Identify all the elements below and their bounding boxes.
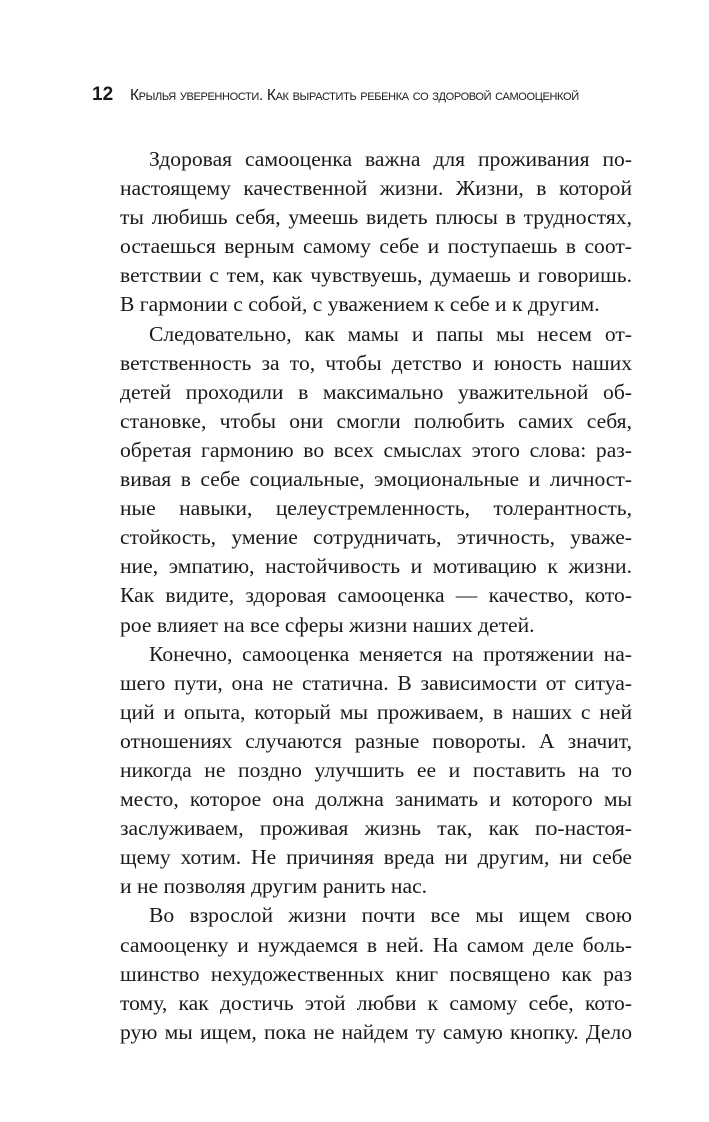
text-line: Следовательно, как мамы и папы мы несем от- [149,321,632,346]
text-line: обретая гармонию во всех смыслах этого слова: раз- [120,437,632,462]
book-title: Крылья уверенности. Как вырастить ребенка со здоровой самооценкой [130,87,579,104]
text-line: стойкость, умение сотрудничать, этичность, уваже- [120,525,632,550]
text-line: ветственность за то, чтобы детство и юность наших [120,350,632,375]
text-line: остаешься верным самому себе и поступаешь в соот- [120,234,632,259]
text-line: шего пути, она не статична. В зависимости от ситуа- [120,670,632,695]
paragraph-1 [120,145,632,320]
text-line: заслуживаем, проживая жизнь так, как по-настоя- [120,816,632,841]
text-line: рую мы ищем, пока не найдем ту самую кнопку. Дело [120,1019,632,1044]
text-line: детей проходили в максимально уважительной об- [120,379,632,404]
text-line: становке, чтобы они смогли полюбить самих себя, [120,408,632,433]
text-line: шинство нехудожественных книг посвящено как раз [120,961,632,986]
text-line: никогда не поздно улучшить ее и поставить на то [120,757,632,782]
text-line: Во взрослой жизни почти все мы ищем свою [149,903,632,928]
text-line: щему хотим. Не причиняя вреда ни другим, ни себе [120,845,632,870]
body-text [120,145,632,1047]
text-line: рое влияет на все сферы жизни наших детей. [120,612,535,637]
text-line: отношениях случаются разные повороты. А значит, [120,728,632,753]
text-line: В гармонии с собой, с уважением к себе и к другим. [120,292,600,317]
text-line: тому, как достичь этой любви к самому себе, кото- [120,990,632,1015]
text-line: и не позволяя другим ранить нас. [120,874,428,899]
running-head [92,84,632,114]
text-line: ветствии с тем, как чувствуешь, думаешь и говоришь. [120,263,632,288]
text-line: вивая в себе социальные, эмоциональные и личност- [120,467,632,492]
page-number: 12 [92,84,114,105]
text-line: ние, эмпатию, настойчивость и мотивацию к жизни. [120,554,632,579]
text-line: место, которое она должна занимать и которого мы [120,787,632,812]
text-line: Конечно, самооценка меняется на протяжении на- [149,641,632,666]
text-line: Как видите, здоровая самооценка — качество, кото- [120,583,632,608]
text-line: ные навыки, целеустремленность, толерантность, [120,496,632,521]
text-line: настоящему качественной жизни. Жизни, в которой [120,176,632,201]
paragraph-2 [120,320,632,640]
paragraph-3 [120,640,632,902]
text-line: самооценку и нуждаемся в ней. На самом деле боль- [120,932,632,957]
text-line: Здоровая самооценка важна для проживания по- [149,147,632,171]
text-line: ты любишь себя, умеешь видеть плюсы в трудностях, [120,205,632,230]
text-line: ций и опыта, который мы проживаем, в наших с ней [120,699,632,724]
paragraph-4 [120,901,632,1046]
